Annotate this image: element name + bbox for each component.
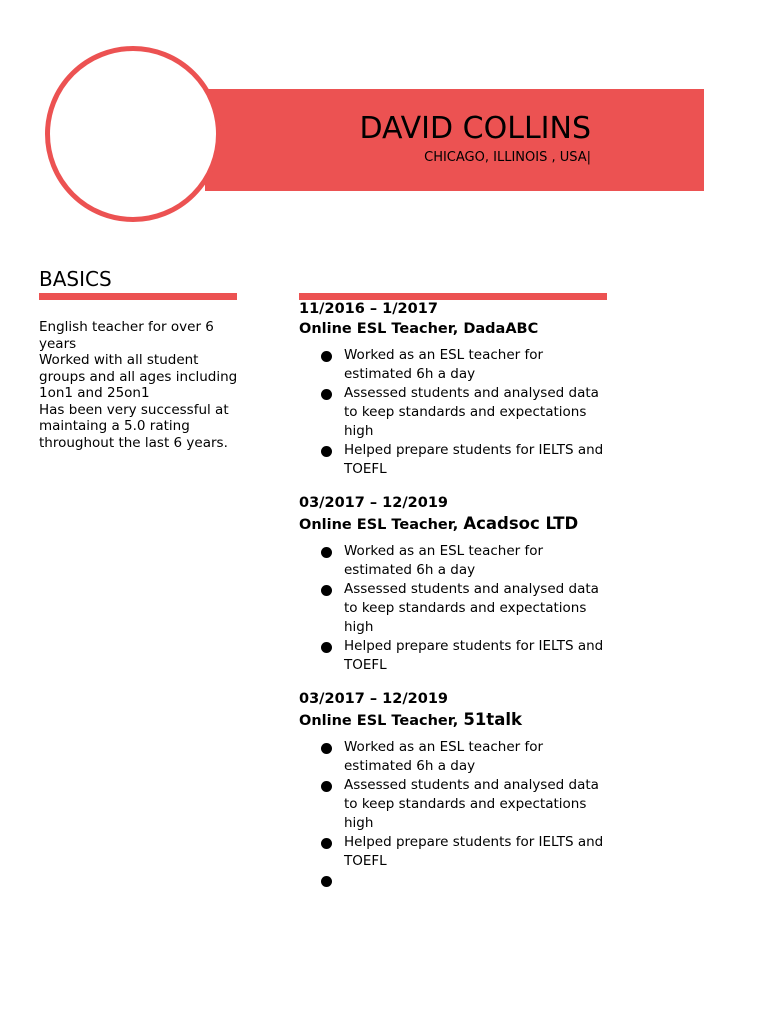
job-bullet: [299, 871, 610, 890]
job-date: 03/2017 – 12/2019: [299, 691, 449, 707]
job-bullet: [299, 738, 610, 776]
bullet-dot-icon: [321, 743, 332, 754]
job-bullet-text: Worked as an ESL teacher for estimated 6h a day: [344, 739, 544, 774]
job-date: 03/2017 – 12/2019: [299, 495, 449, 511]
bullet-dot-icon: [321, 547, 332, 558]
job-entry: [299, 494, 619, 675]
job-company: Acadsoc LTD: [463, 514, 579, 533]
job-entry: [299, 690, 619, 890]
job-role: Online ESL Teacher,: [299, 517, 464, 533]
job-bullet: [299, 833, 610, 871]
basics-line: Has been very successful at maintaing a 5.0 rating throughout the last 6 years.: [39, 401, 229, 451]
job-bullet: [299, 384, 610, 441]
job-bullet-text: Helped prepare students for IELTS and TOEFL: [344, 638, 604, 673]
bullet-dot-icon: [321, 838, 332, 849]
job-title: [299, 709, 619, 732]
candidate-location: CHICAGO, ILLINOIS , USA|: [424, 150, 591, 165]
job-bullets: [299, 738, 619, 890]
bullet-dot-icon: [321, 876, 332, 887]
basics-line: Worked with all student groups and all ages including 1on1 and 25on1: [39, 352, 238, 401]
basics-divider: [39, 293, 237, 300]
job-bullet-text: Assessed students and analysed data to keep standards and expectations high: [344, 385, 599, 439]
job-bullet: [299, 580, 610, 637]
job-role: Online ESL Teacher,: [299, 713, 464, 729]
bullet-dot-icon: [321, 389, 332, 400]
job-bullet-text: Helped prepare students for IELTS and TOEFL: [344, 442, 604, 477]
job-bullet: [299, 542, 610, 580]
bullet-dot-icon: [321, 585, 332, 596]
bullet-dot-icon: [321, 446, 332, 457]
profile-photo-circle: [45, 46, 221, 222]
job-bullet-text: Assessed students and analysed data to keep standards and expectations high: [344, 581, 599, 635]
job-role: Online ESL Teacher,: [299, 321, 464, 337]
bullet-dot-icon: [321, 642, 332, 653]
experience-list: [299, 300, 619, 905]
job-bullet-text: Helped prepare students for IELTS and TOEFL: [344, 834, 604, 869]
job-company: 51talk: [463, 710, 522, 729]
bullet-dot-icon: [321, 351, 332, 362]
job-title: [299, 513, 619, 536]
job-bullet-text: Worked as an ESL teacher for estimated 6h a day: [344, 543, 544, 578]
job-bullet: [299, 441, 610, 479]
candidate-name: DAVID COLLINS: [359, 111, 591, 146]
job-date: 11/2016 – 1/2017: [299, 301, 438, 317]
job-title: [299, 319, 619, 340]
job-bullet-text: [344, 872, 348, 888]
job-bullet-text: Worked as an ESL teacher for estimated 6h a day: [344, 347, 544, 382]
experience-divider: [299, 293, 607, 300]
job-bullet-text: Assessed students and analysed data to keep standards and expectations high: [344, 777, 599, 831]
basics-heading: BASICS: [39, 267, 112, 291]
job-entry: [299, 300, 619, 479]
basics-summary: [39, 319, 244, 451]
job-company: DadaABC: [463, 321, 539, 337]
basics-line: English teacher for over 6 years: [39, 319, 214, 352]
bullet-dot-icon: [321, 781, 332, 792]
job-bullets: [299, 542, 619, 675]
job-bullet: [299, 637, 610, 675]
job-bullets: [299, 346, 619, 479]
job-bullet: [299, 776, 610, 833]
job-bullet: [299, 346, 610, 384]
